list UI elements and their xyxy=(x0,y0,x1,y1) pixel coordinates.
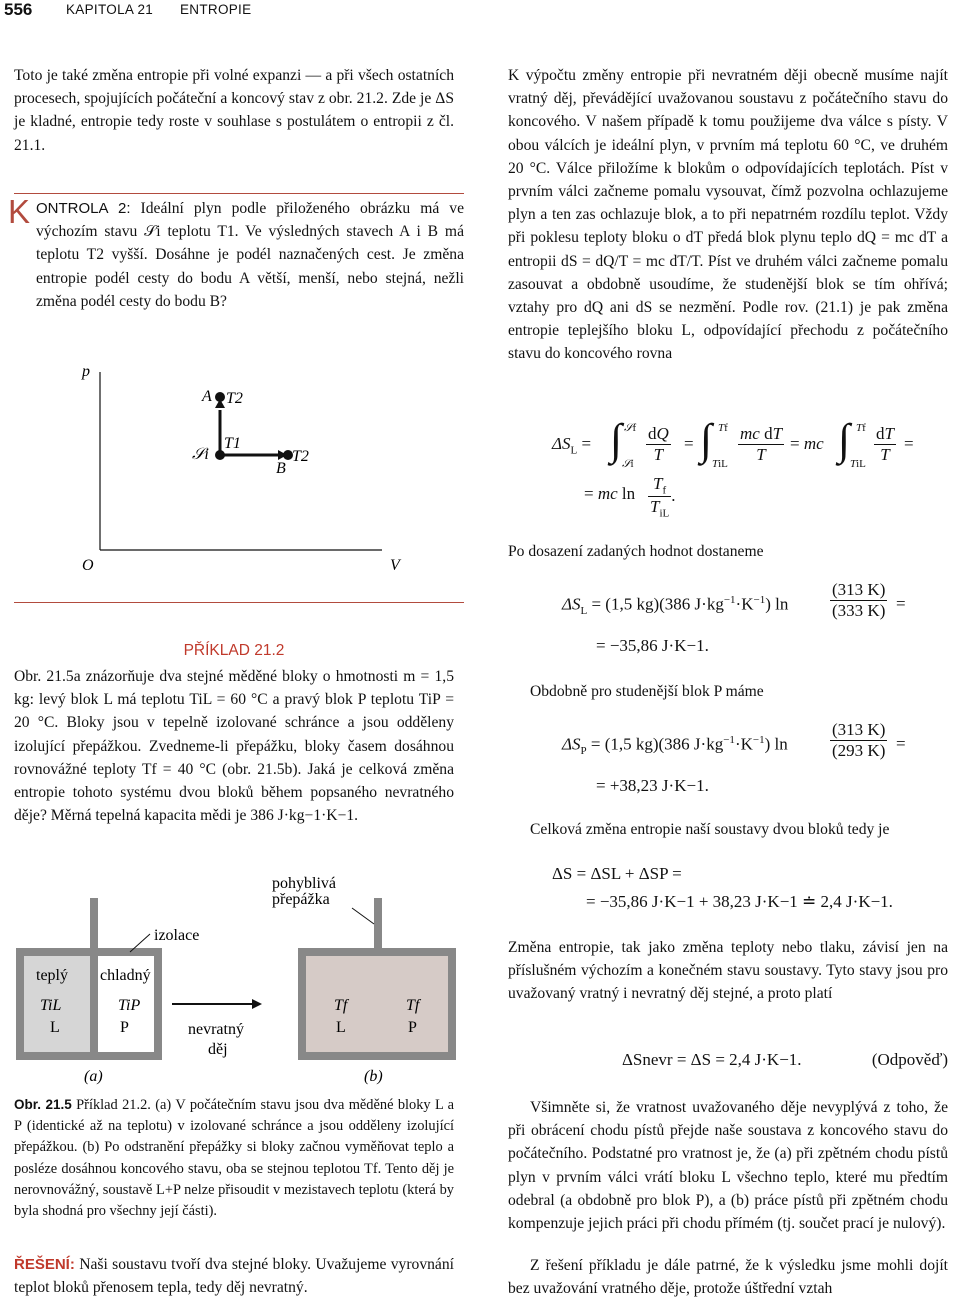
page-header xyxy=(0,0,960,30)
right-para-5: Změna entropie, tak jako změna teploty nebo tlaku, závisí jen na příslušném výchozím a konečném stavu soustavy. Tyto stavy jsou pro uvažovaný vratný i nevratný děj stejné, a proto platí xyxy=(508,939,948,1003)
subfig-b: (b) xyxy=(364,1068,383,1085)
chapter-label: KAPITOLA 21 xyxy=(66,2,154,17)
kontrola-bottom-rule xyxy=(14,602,464,603)
axis-origin-label: O xyxy=(82,557,94,574)
eq4-line-2: = −35,86 J·K−1 + 38,23 J·K−1 ≐ 2,4 J·K−1. xyxy=(586,892,893,911)
equation-5 xyxy=(622,1050,948,1070)
eq3-denominator: (293 K) xyxy=(832,741,886,760)
pv-diagram xyxy=(60,360,440,580)
figure-caption xyxy=(14,1094,454,1222)
chapter-title: ENTROPIE xyxy=(180,2,252,17)
eq3-numerator: (313 K) xyxy=(832,720,886,739)
right-para-1: K výpočtu změny entropie při nevratném ději obecně musíme najít vratný děj, převádějící uvažovanou soustavu z počátečního stavu do koncového. V našem případě k tomu použijeme dva válce s písty. V obou válcích je ideální plyn, v prvním má teplotu 60 °C, ve druhém 20 °C. Válce přiložíme k blokům o odpovídajících teplotách. Píst v prvním válci začneme pomalu vysouvat, čímž pozvolna ochlazujeme plyn a ten zas ochlazuje blok, a to při nepatrném rozdílu teplot. Vždy při poklesu teploty bloku o dT předá blok plynu teplo dQ = mc dT a entropii dS = dQ/T = mc dT/T. Píst ve druhém válci začneme pomalu zasouvat a obdobně usoudíme, že studenější blok se tím ohřívá; vztahy pro dQ ani dS se nezmění. Podle rov. (21.1) je pak změna entropie teplejšího bloku L, odpovídající přechodu z počátečního stavu do koncového rovna xyxy=(508,67,948,363)
caption-label: Obr. 21.5 xyxy=(14,1097,72,1112)
label-partition-1: pohyblivá xyxy=(272,875,336,892)
reseni-block xyxy=(14,1253,454,1299)
kontrola-text: Ideální plyn podle přiloženého obrázku má ve výchozím stavu 𝒮i teplotu T1. Ve výsledných stavech A i B má teplotu T2 vyšší. Dosáhne je podél naznačených cest. Je změna entropie podél cesty do bodu A větší, menší, nebo stejná, nežli změna podél cesty do bodu B? xyxy=(36,200,465,310)
page-number: 556 xyxy=(4,0,33,19)
equation-4 xyxy=(552,864,942,912)
right-para-2: Po dosazení zadaných hodnot dostaneme xyxy=(508,543,764,560)
right-para-7: Z řešení příkladu je dále patrné, že k výsledku jsme mohli dojít bez uvažování vratného děje, protože úštřední vztah xyxy=(508,1257,948,1298)
eq2-result: = −35,86 J·K−1. xyxy=(596,636,709,655)
eq2-denominator: (333 K) xyxy=(832,601,886,620)
eq3-result: = +38,23 J·K−1. xyxy=(596,776,709,795)
caption-text: Příklad 21.2. (a) V počátečním stavu jsou dva měděné bloky L a P (identické až na teplotu) v izolované schránce a jsou odděleny izolující přepážkou. (b) Po odstranění přepážky si bloky začnou vyměňovat teplo a posléze dosáhnou koncového stavu, oba se stejnou teplotou Tf. Tento děj je nerovnovážný, soustavě L+P nelze přisoudit v mezistavech teplotu (která by byla shodná pro všechny její části). xyxy=(14,1097,454,1220)
temp-f-p: Tf xyxy=(406,997,420,1014)
equation-2: $\Delta S_L = (1,5$ kg)(386 $J\cdot kg^{-1}\cdot K^{-1}$) ln $\frac{(313 K)}{(333 K)}$ = = −35,86 J·K−1. xyxy=(562,580,906,655)
kontrola-top-rule xyxy=(14,193,464,194)
point-a xyxy=(215,392,225,402)
temp-ip: TiP xyxy=(118,997,141,1014)
label-cold: chladný xyxy=(100,967,151,984)
kontrola-initial: K xyxy=(8,193,31,230)
reseni-label: ŘEŠENÍ: xyxy=(14,1256,75,1273)
intro-paragraph: Toto je také změna entropie při volné expanzi — a při všech ostatních procesech, spojujících počáteční a koncový stav z obr. 21.2. Zde je ΔS je kladné, entropie tedy roste v souhlase s postulátem o entropii z čl. 21.1. xyxy=(14,67,454,154)
partition-pointer xyxy=(352,908,374,924)
label-initial: 𝒮i xyxy=(192,446,209,463)
block-p-a: P xyxy=(120,1019,129,1036)
right-para-4: Celková změna entropie naší soustavy dvou bloků tedy je xyxy=(530,821,890,838)
partition-a xyxy=(90,898,98,1052)
reseni-text: Naši soustavu tvoří dva stejné bloky. Uvažujeme vyrovnání teplot bloků přenosem tepla, tedy děj nevratný. xyxy=(14,1256,454,1297)
axis-x-label: V xyxy=(390,557,400,574)
label-process-1: nevratný xyxy=(188,1021,244,1038)
label-b-temp: T2 xyxy=(292,448,309,465)
label-partition-2: přepážka xyxy=(272,891,330,908)
label-warm: teplý xyxy=(36,967,68,984)
equation-1: $\Delta S_L$ = ∫ 𝒮f 𝒮i $\frac{dQ}{T}$ = ∫ Tf TiL $\frac{\text{mc dT}}{T}$ = mc ∫ Tf TiL $\frac{dT}{T}$ = = mc ln $\frac{T_f}{T_{iL}}$ . xyxy=(552,415,914,520)
subfig-a: (a) xyxy=(84,1068,103,1085)
partition-b xyxy=(374,898,382,956)
eq5-tag: (Odpověď) xyxy=(871,1050,948,1069)
right-para-3: Obdobně pro studenější blok P máme xyxy=(530,683,764,700)
label-process-2: děj xyxy=(208,1041,228,1058)
eq2-numerator: (313 K) xyxy=(832,580,886,599)
label-b: B xyxy=(276,460,286,477)
block-p-b: P xyxy=(408,1019,417,1036)
label-initial-temp: T1 xyxy=(224,435,241,452)
temp-f-l: Tf xyxy=(334,997,348,1014)
priklad-text: Obr. 21.5a znázorňuje dva stejné měděné bloky o hmotnosti m = 1,5 kg: levý blok L má teplotu TiL = 60 °C a pravý blok P teplotu TiP = 20 °C. Bloky jsou v tepelně izolované schránce a jsou odděleny izolující přepážkou. Zvedneme-li přepážku, bloky časem dosáhnou rovnovážné teploty Tf = 40 °C (obr. 21.5b). Jaká je celková změna entropie tohoto systému dvou bloků během popsaného nevratného děje? Měrná tepelná kapacita mědi je 386 J·kg−1·K−1. xyxy=(14,668,454,825)
axis-y-label: p xyxy=(82,363,90,380)
label-a-temp: T2 xyxy=(226,390,243,407)
right-para-6: Všimněte si, že vratnost uvažovaného děje nevyplývá z toho, že při obrácení chodu pístů přejde naše soustava z koncového stavu do počátečního. Podstatné pro vratnost je, že (a) při zpětném chodu pístů plyn v prvním válci vrátí bloku L všechno teplo, které mu předtím odebral (a obdobně pro blok P), a (b) práce pístů při zpětném chodu kompenzuje jejich práci při chodu přímém (tj. součet prací je nulový). xyxy=(508,1099,948,1233)
priklad-title: PŘÍKLAD 21.2 xyxy=(183,642,285,659)
block-l-a: L xyxy=(50,1019,60,1036)
kontrola-heading: ONTROLA 2: xyxy=(36,200,131,217)
figure-21-5 xyxy=(14,868,460,1090)
temp-il: TiL xyxy=(40,997,62,1014)
eq5-text: ΔSnevr = ΔS = 2,4 J·K−1. xyxy=(622,1050,802,1069)
equation-3: $\Delta S_P = (1,5$ kg)(386 $J\cdot kg^{-1}\cdot K^{-1}$) ln $\frac{(313 K)}{(293 K)}$ = = +38,23 J·K−1. xyxy=(562,720,906,795)
label-insulation: izolace xyxy=(154,927,200,944)
kontrola-box xyxy=(8,193,465,313)
block-l-b: L xyxy=(336,1019,346,1036)
box-b-inner xyxy=(306,956,448,1052)
eq4-line-1: ΔS = ΔSL + ΔSP = xyxy=(552,864,682,883)
process-arrowhead xyxy=(252,999,262,1009)
label-a: A xyxy=(202,388,212,405)
